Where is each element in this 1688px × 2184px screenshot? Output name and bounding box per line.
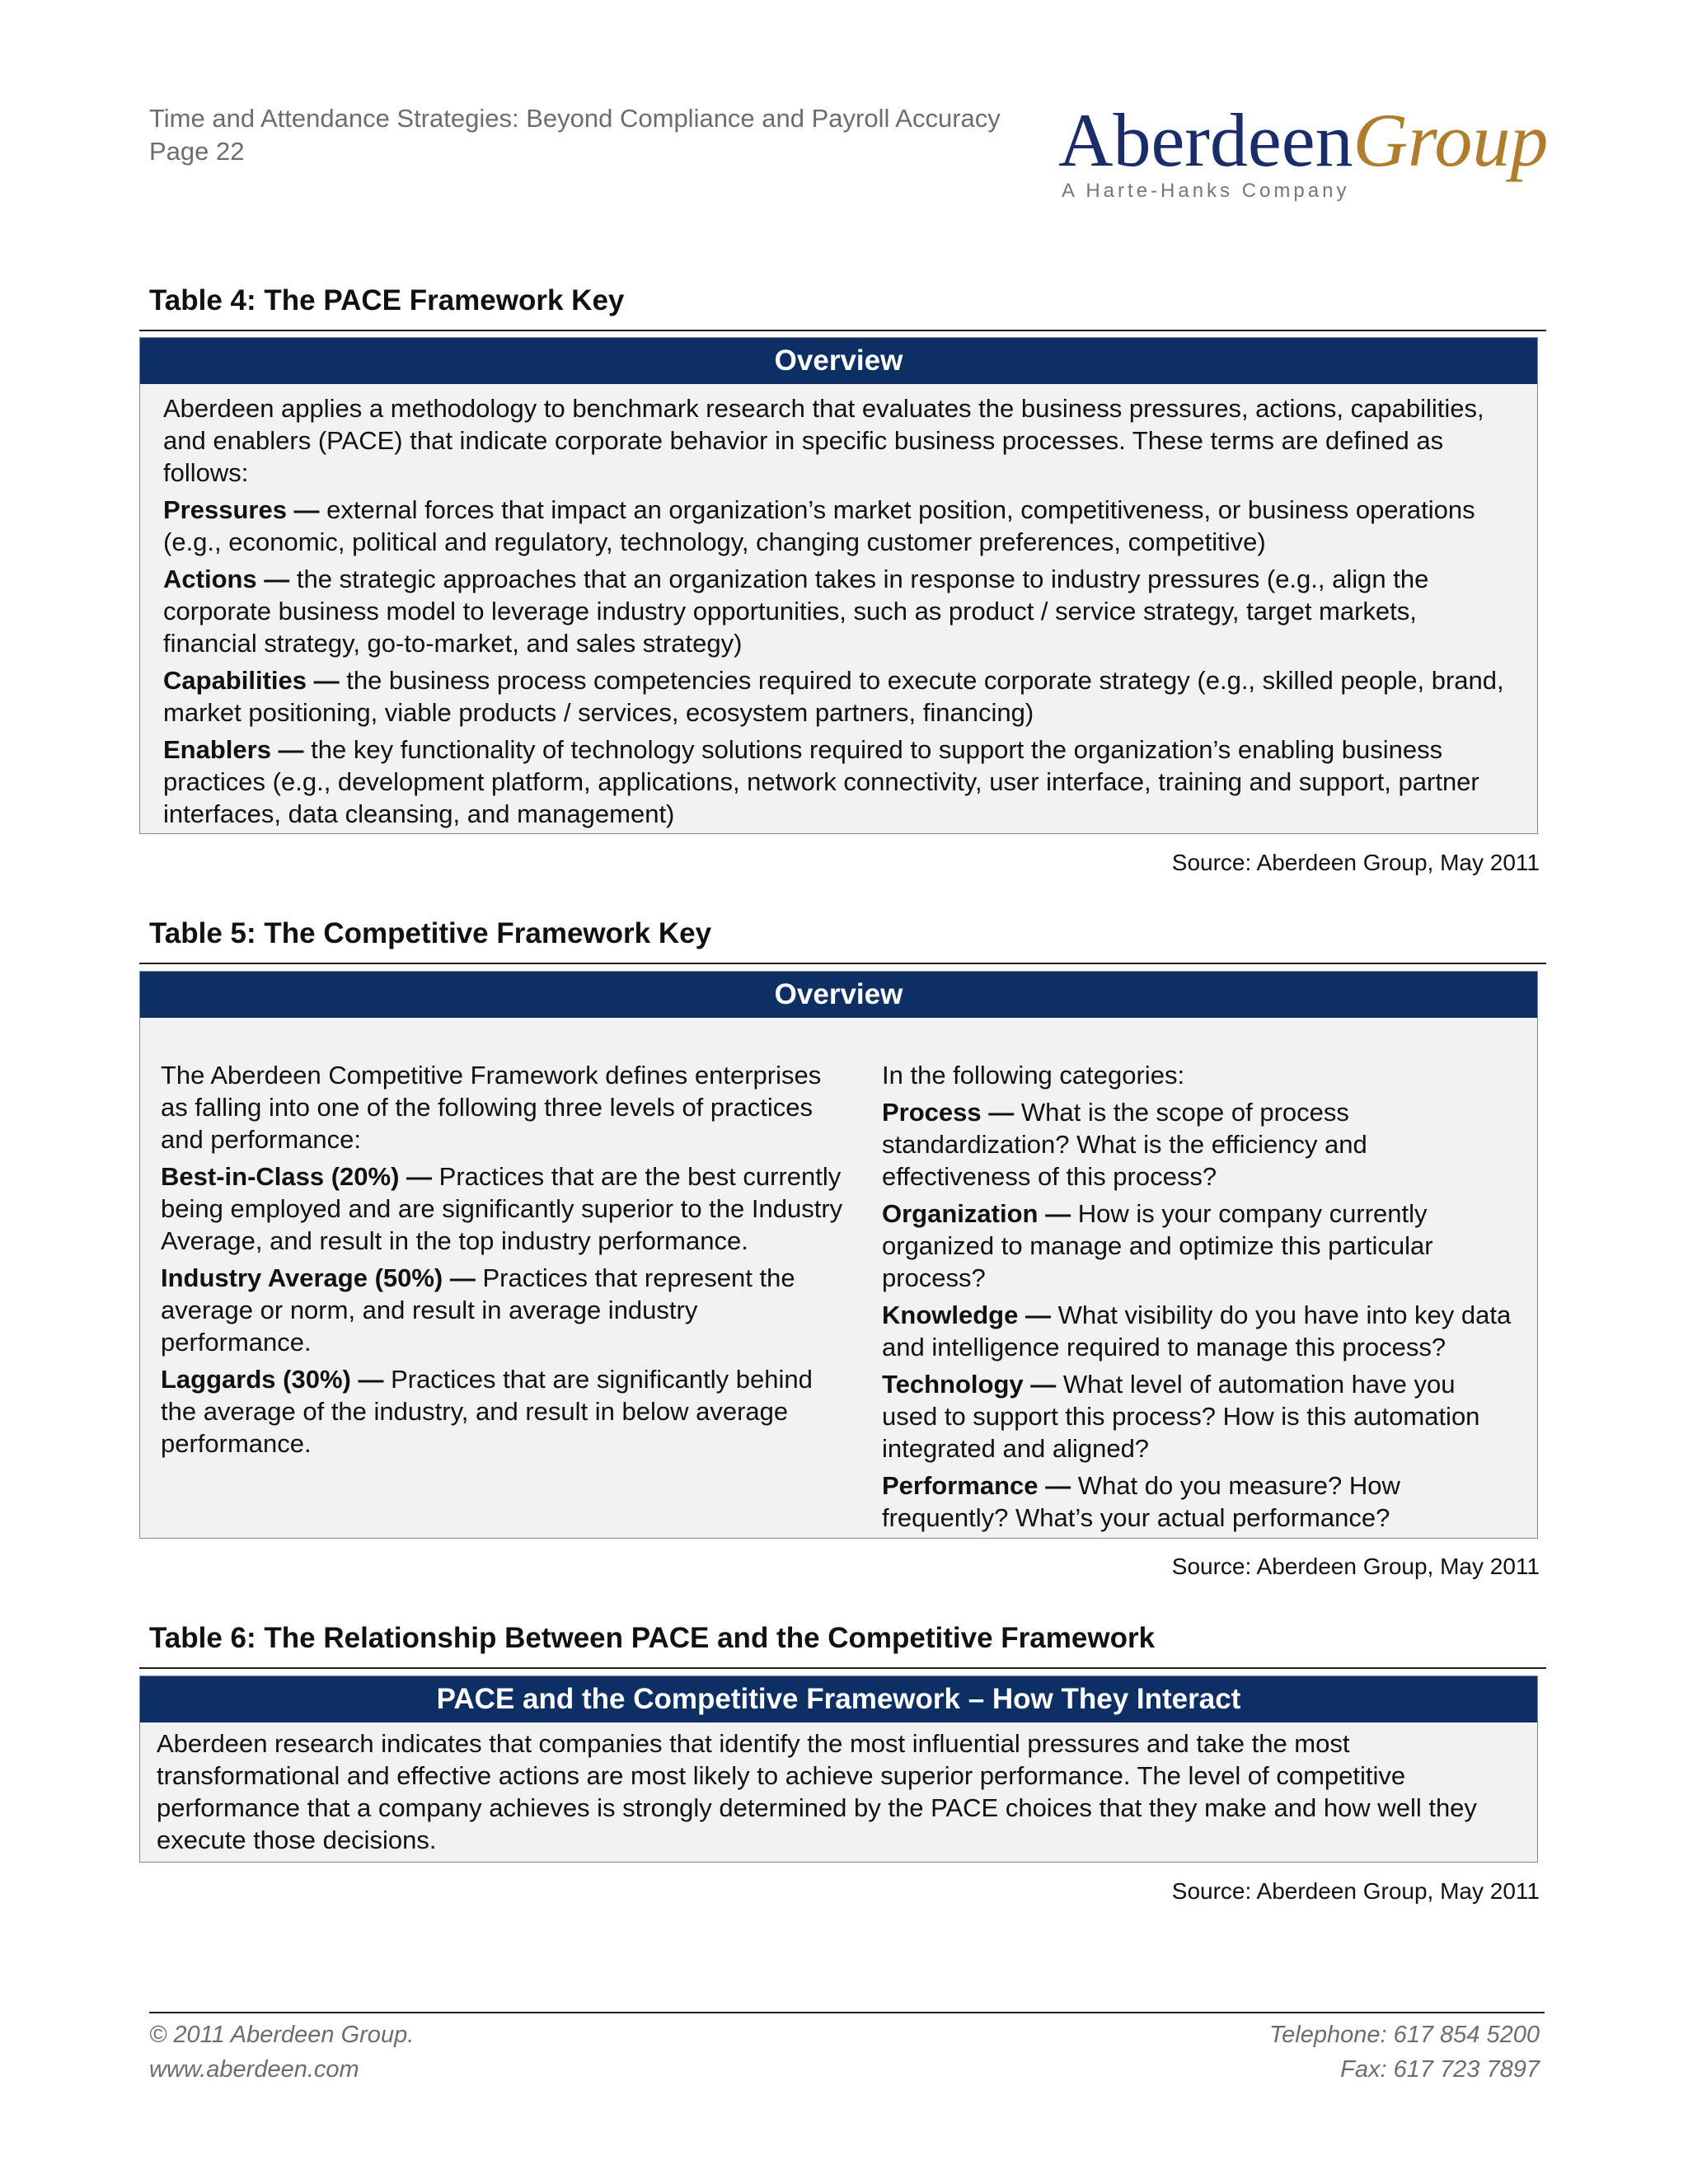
table6-source: Source: Aberdeen Group, May 2011 bbox=[1171, 1878, 1540, 1904]
footer-left bbox=[149, 2018, 414, 2087]
table4-item-capabilities: Capabilities — the business process competencies required to execute corporate strategy (e.g., skilled people, brand, market positioning, viable products / services, ecosystem partners, financing) bbox=[163, 666, 1504, 727]
footer-copyright: © 2011 Aberdeen Group. bbox=[149, 2022, 415, 2048]
table5-left-intro: The Aberdeen Competitive Framework defines enterprises as falling into one of the following three levels of practices and performance: bbox=[161, 1061, 822, 1154]
footer-website: www.aberdeen.com bbox=[149, 2056, 359, 2083]
table4-body bbox=[140, 384, 1537, 830]
table4-item-actions: Actions — the strategic approaches that an organization takes in response to industry pressures (e.g., align the corporate business model to leverage industry opportunities, such as product / service strategy, target markets, financial strategy, go-to-market, and sales strategy) bbox=[163, 565, 1429, 658]
table5-title: Table 5: The Competitive Framework Key bbox=[149, 917, 712, 949]
table6-box bbox=[139, 1675, 1538, 1863]
footer-rule bbox=[149, 2012, 1545, 2013]
footer-telephone: Telephone: 617 854 5200 bbox=[1269, 2022, 1540, 2048]
table4-item-enablers: Enablers — the key functionality of technology solutions required to support the organization’s enabling business practices (e.g., development platform, applications, network connectivity, user interface, training and support, partner interfaces, data cleansing, and management) bbox=[163, 735, 1479, 828]
aberdeen-logo bbox=[1058, 98, 1553, 202]
logo-word-group: Group bbox=[1353, 98, 1549, 182]
table4-box bbox=[139, 337, 1538, 834]
logo-tagline: A Harte-Hanks Company bbox=[1062, 180, 1350, 202]
logo-word-aberdeen: Aberdeen bbox=[1058, 98, 1353, 182]
table6-body: Aberdeen research indicates that companies that identify the most influential pressures and take the most transformational and effective actions are most likely to achieve superior performance. The level of competitive performance that a company achieves is strongly determined by the PACE choices that they make and how well they execute those decisions. bbox=[157, 1729, 1477, 1854]
table6-header: PACE and the Competitive Framework – How They Interact bbox=[140, 1676, 1537, 1722]
table5-header: Overview bbox=[140, 972, 1537, 1018]
table5-right-column bbox=[882, 1059, 1517, 1539]
table6-rule bbox=[139, 1667, 1546, 1669]
table5-item-performance: Performance — What do you measure? How frequently? What’s your actual performance? bbox=[882, 1471, 1400, 1532]
table5-rule bbox=[139, 963, 1546, 964]
table4-item-pressures: Pressures — external forces that impact an organization’s market position, competitiveness, or business operations (e.g., economic, political and regulatory, technology, changing customer preferences, competitive) bbox=[163, 495, 1475, 556]
table5-item-laggards: Laggards (30%) — Practices that are significantly behind the average of the industry, and result in below average performance. bbox=[161, 1365, 813, 1458]
footer-fax: Fax: 617 723 7897 bbox=[1340, 2056, 1540, 2083]
table5-item-knowledge: Knowledge — What visibility do you have into key data and intelligence required to manage this process? bbox=[882, 1301, 1512, 1361]
table5-item-process: Process — What is the scope of process standardization? What is the efficiency and effectiveness of this process? bbox=[882, 1098, 1367, 1191]
footer-right bbox=[1269, 2018, 1540, 2087]
table5-item-industry-average: Industry Average (50%) — Practices that represent the average or norm, and result in average industry performance. bbox=[161, 1263, 795, 1357]
table4-intro: Aberdeen applies a methodology to benchmark research that evaluates the business pressures, actions, capabilities, and enablers (PACE) that indicate corporate behavior in specific business processes. These terms are defined as follows: bbox=[163, 394, 1484, 487]
table5-right-intro: In the following categories: bbox=[882, 1061, 1185, 1090]
page-header bbox=[149, 98, 1550, 209]
table4-rule bbox=[139, 330, 1546, 331]
page-number: Page 22 bbox=[149, 137, 245, 166]
table5-item-best-in-class: Best-in-Class (20%) — Practices that are the best currently being employed and are significantly superior to the Industry Average, and result in the top industry performance. bbox=[161, 1162, 843, 1255]
table4-source: Source: Aberdeen Group, May 2011 bbox=[1171, 850, 1540, 875]
document-title: Time and Attendance Strategies: Beyond Compliance and Payroll Accuracy bbox=[149, 104, 1001, 133]
table5-box bbox=[139, 971, 1538, 1539]
table4-header: Overview bbox=[140, 338, 1537, 384]
table5-item-technology: Technology — What level of automation have you used to support this process? How is this automation integrated and aligned? bbox=[882, 1370, 1480, 1463]
table4-title: Table 4: The PACE Framework Key bbox=[149, 284, 625, 316]
table5-source: Source: Aberdeen Group, May 2011 bbox=[1171, 1554, 1540, 1579]
table6-title: Table 6: The Relationship Between PACE and the Competitive Framework bbox=[149, 1622, 1156, 1654]
table5-left-column bbox=[161, 1059, 845, 1465]
table5-item-organization: Organization — How is your company currently organized to manage and optimize this particular process? bbox=[882, 1199, 1433, 1292]
